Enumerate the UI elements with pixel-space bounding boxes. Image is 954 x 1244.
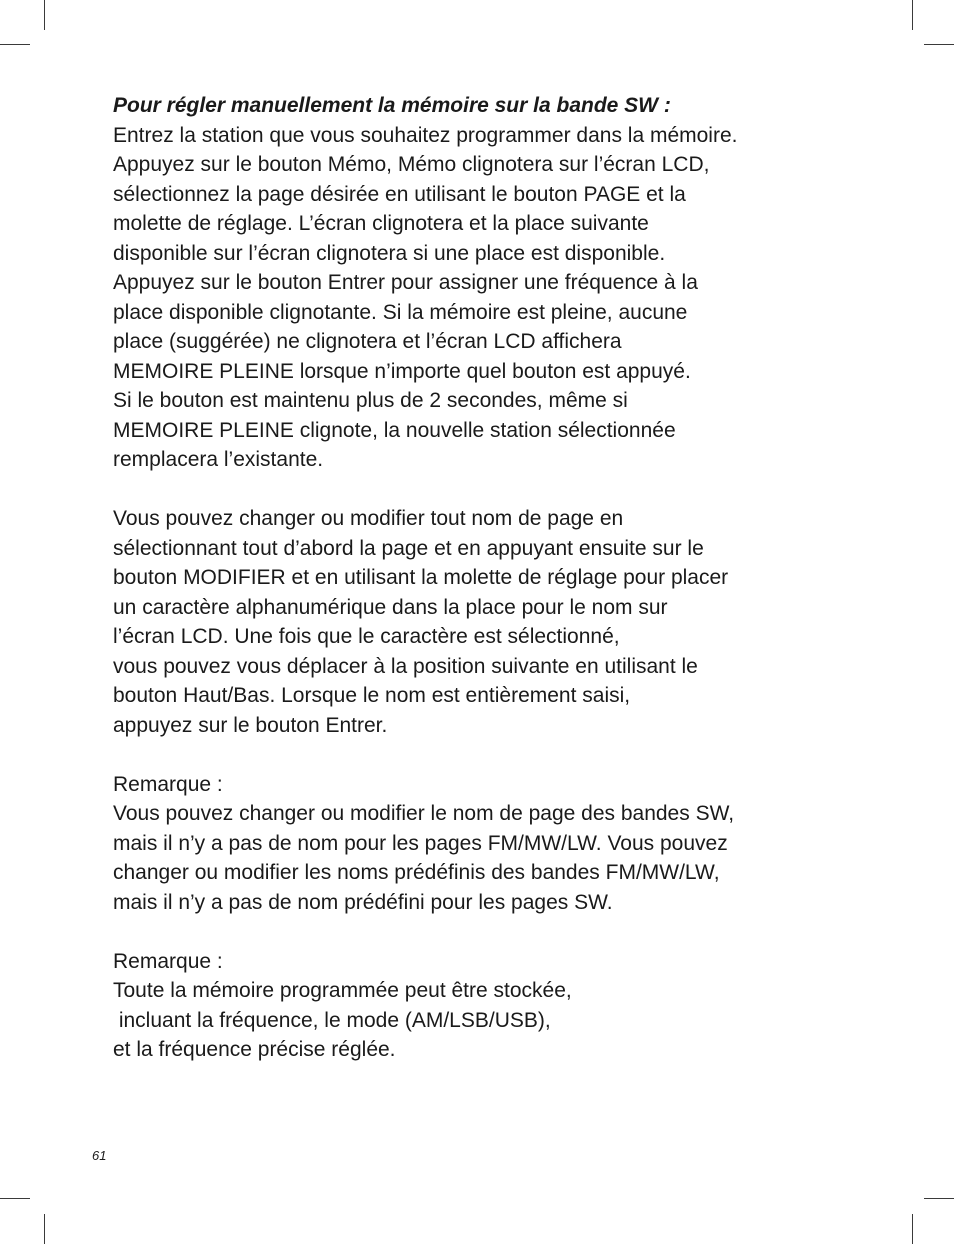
- crop-mark-bottom-left-horizontal: [0, 1198, 30, 1199]
- paragraph-spacer: [113, 917, 913, 947]
- text-line: incluant la fréquence, le mode (AM/LSB/USB),: [113, 1008, 551, 1032]
- text-line: bouton Haut/Bas. Lorsque le nom est entièrement saisi,: [113, 684, 631, 707]
- paragraph-memory-sw: [113, 121, 913, 475]
- text-line: MEMOIRE PLEINE clignote, la nouvelle station sélectionnée: [113, 418, 676, 442]
- text-line: un caractère alphanumérique dans la place pour le nom sur: [113, 595, 668, 619]
- text-line: MEMOIRE PLEINE lorsque n’importe quel bouton est appuyé.: [113, 359, 691, 383]
- text-line: place (suggérée) ne clignotera et l’écran LCD affichera: [113, 330, 622, 353]
- manual-page-content: [113, 91, 913, 1065]
- note-label: Remarque :: [113, 772, 223, 796]
- paragraph-note-memory-storage: [113, 947, 913, 1065]
- note-label: Remarque :: [113, 949, 223, 973]
- text-line: mais il n’y a pas de nom prédéfini pour les pages SW.: [113, 890, 613, 914]
- crop-mark-top-right-horizontal: [924, 44, 954, 45]
- paragraph-spacer: [113, 475, 913, 505]
- paragraph-note-page-names: [113, 770, 913, 918]
- crop-mark-bottom-right-vertical: [912, 1214, 913, 1244]
- text-line: Si le bouton est maintenu plus de 2 secondes, même si: [113, 389, 628, 412]
- text-line: Entrez la station que vous souhaitez programmer dans la mémoire.: [113, 123, 738, 147]
- text-line: sélectionnez la page désirée en utilisant le bouton PAGE et la: [113, 182, 686, 206]
- page-number: 61: [92, 1148, 107, 1163]
- text-line: disponible sur l’écran clignotera si une place est disponible.: [113, 241, 666, 265]
- text-line: sélectionnant tout d’abord la page et en appuyant ensuite sur le: [113, 536, 704, 560]
- text-line: Appuyez sur le bouton Mémo, Mémo clignotera sur l’écran LCD,: [113, 153, 710, 176]
- paragraph-page-name: [113, 504, 913, 740]
- crop-mark-top-right-vertical: [912, 0, 913, 30]
- text-line: remplacera l’existante.: [113, 448, 324, 471]
- text-line: vous pouvez vous déplacer à la position suivante en utilisant le: [113, 654, 698, 678]
- crop-mark-top-left-vertical: [44, 0, 45, 30]
- text-line: mais il n’y a pas de nom pour les pages FM/MW/LW. Vous pouvez: [113, 831, 728, 855]
- text-line: molette de réglage. L’écran clignotera et la place suivante: [113, 212, 649, 235]
- text-line: Appuyez sur le bouton Entrer pour assigner une fréquence à la: [113, 271, 698, 294]
- text-line: place disponible clignotante. Si la mémoire est pleine, aucune: [113, 300, 688, 324]
- text-line: et la fréquence précise réglée.: [113, 1038, 396, 1061]
- paragraph-spacer: [113, 740, 913, 770]
- crop-mark-bottom-right-horizontal: [924, 1198, 954, 1199]
- text-line: l’écran LCD. Une fois que le caractère est sélectionné,: [113, 625, 620, 648]
- crop-mark-top-left-horizontal: [0, 44, 30, 45]
- text-line: bouton MODIFIER et en utilisant la molette de réglage pour placer: [113, 566, 729, 589]
- text-line: Toute la mémoire programmée peut être stockée,: [113, 979, 572, 1002]
- text-line: appuyez sur le bouton Entrer.: [113, 713, 388, 737]
- crop-mark-bottom-left-vertical: [44, 1214, 45, 1244]
- section-heading: Pour régler manuellement la mémoire sur la bande SW :: [113, 94, 671, 117]
- text-line: Vous pouvez changer ou modifier tout nom de page en: [113, 507, 624, 530]
- text-line: changer ou modifier les noms prédéfinis des bandes FM/MW/LW,: [113, 861, 720, 884]
- text-line: Vous pouvez changer ou modifier le nom de page des bandes SW,: [113, 802, 735, 825]
